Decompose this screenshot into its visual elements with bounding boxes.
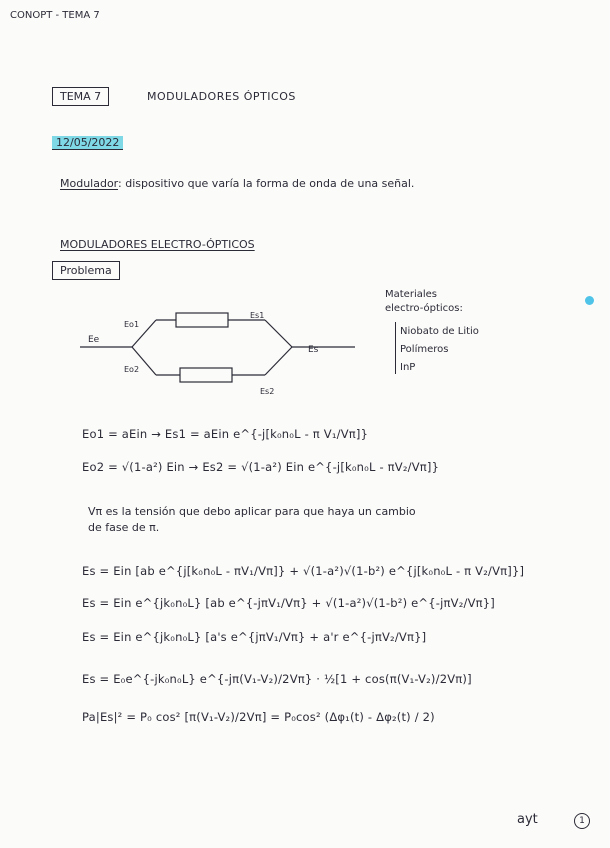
equation-4: Es = Ein e^{jk₀n₀L} [ab e^{-jπV₁/Vπ} + √(1-a²)√(1-b²) e^{-jπV₂/Vπ}] [82,596,495,610]
lower-modulator-box [180,368,232,382]
blue-dot [585,296,594,305]
label-eo2: Eo2 [124,365,140,374]
mach-zehnder-diagram [80,300,370,400]
upper-modulator-box [176,313,228,327]
equation-2: Eo2 = √(1-a²) Ein → Es2 = √(1-a²) Ein e^{-j[k₀n₀L - πV₂/Vπ]} [82,460,440,474]
note-line-2: de fase de π. [88,521,160,534]
equation-1: Eo1 = aEin → Es1 = aEin e^{-j[k₀n₀L - π V₁/Vπ]} [82,427,369,441]
signature: ayt [517,812,538,827]
material-item-2: Polímeros [400,344,449,355]
materials-bracket [395,322,398,374]
equation-5: Es = Ein e^{jk₀n₀L} [a's e^{jπV₁/Vπ} + a'r e^{-jπV₂/Vπ}] [82,630,427,644]
label-es: Es [308,345,319,355]
date-label [52,136,123,149]
equation-3: Es = Ein [ab e^{j[k₀n₀L - πV₁/Vπ]} + √(1-a²)√(1-b²) e^{j[k₀n₀L - π V₂/Vπ]}] [82,564,525,578]
course-header: CONOPT - TEMA 7 [10,10,100,21]
equation-6: Es = E₀e^{-jk₀n₀L} e^{-jπ(V₁-V₂)/2Vπ} · ½[1 + cos(π(V₁-V₂)/2Vπ)] [82,672,472,686]
materials-heading-2: electro-ópticos: [385,303,463,314]
page-number: 1 [574,813,590,829]
definition-term: Modulador [60,177,119,190]
label-eo1: Eo1 [124,320,140,329]
tema-box: TEMA 7 [52,87,109,106]
date-highlight: 12/05/2022 [52,136,123,150]
label-ee: Ee [88,335,100,345]
material-item-1: Niobato de Litio [400,326,479,337]
label-es2: Es2 [260,387,275,396]
definition [60,177,414,190]
equation-7: Pa|Es|² = P₀ cos² [π(V₁-V₂)/2Vπ] = P₀cos² (Δφ₁(t) - Δφ₂(t) / 2) [82,710,435,724]
definition-text: : dispositivo que varía la forma de onda de una señal. [118,177,415,190]
materials-heading-1: Materiales [385,289,437,300]
subject-title: MODULADORES ÓPTICOS [147,90,296,103]
section-heading: MODULADORES ELECTRO-ÓPTICOS [60,238,255,251]
note-line-1: Vπ es la tensión que debo aplicar para que haya un cambio [88,505,416,518]
material-item-3: InP [400,362,416,373]
problema-box: Problema [52,261,120,280]
label-es1: Es1 [250,311,265,320]
